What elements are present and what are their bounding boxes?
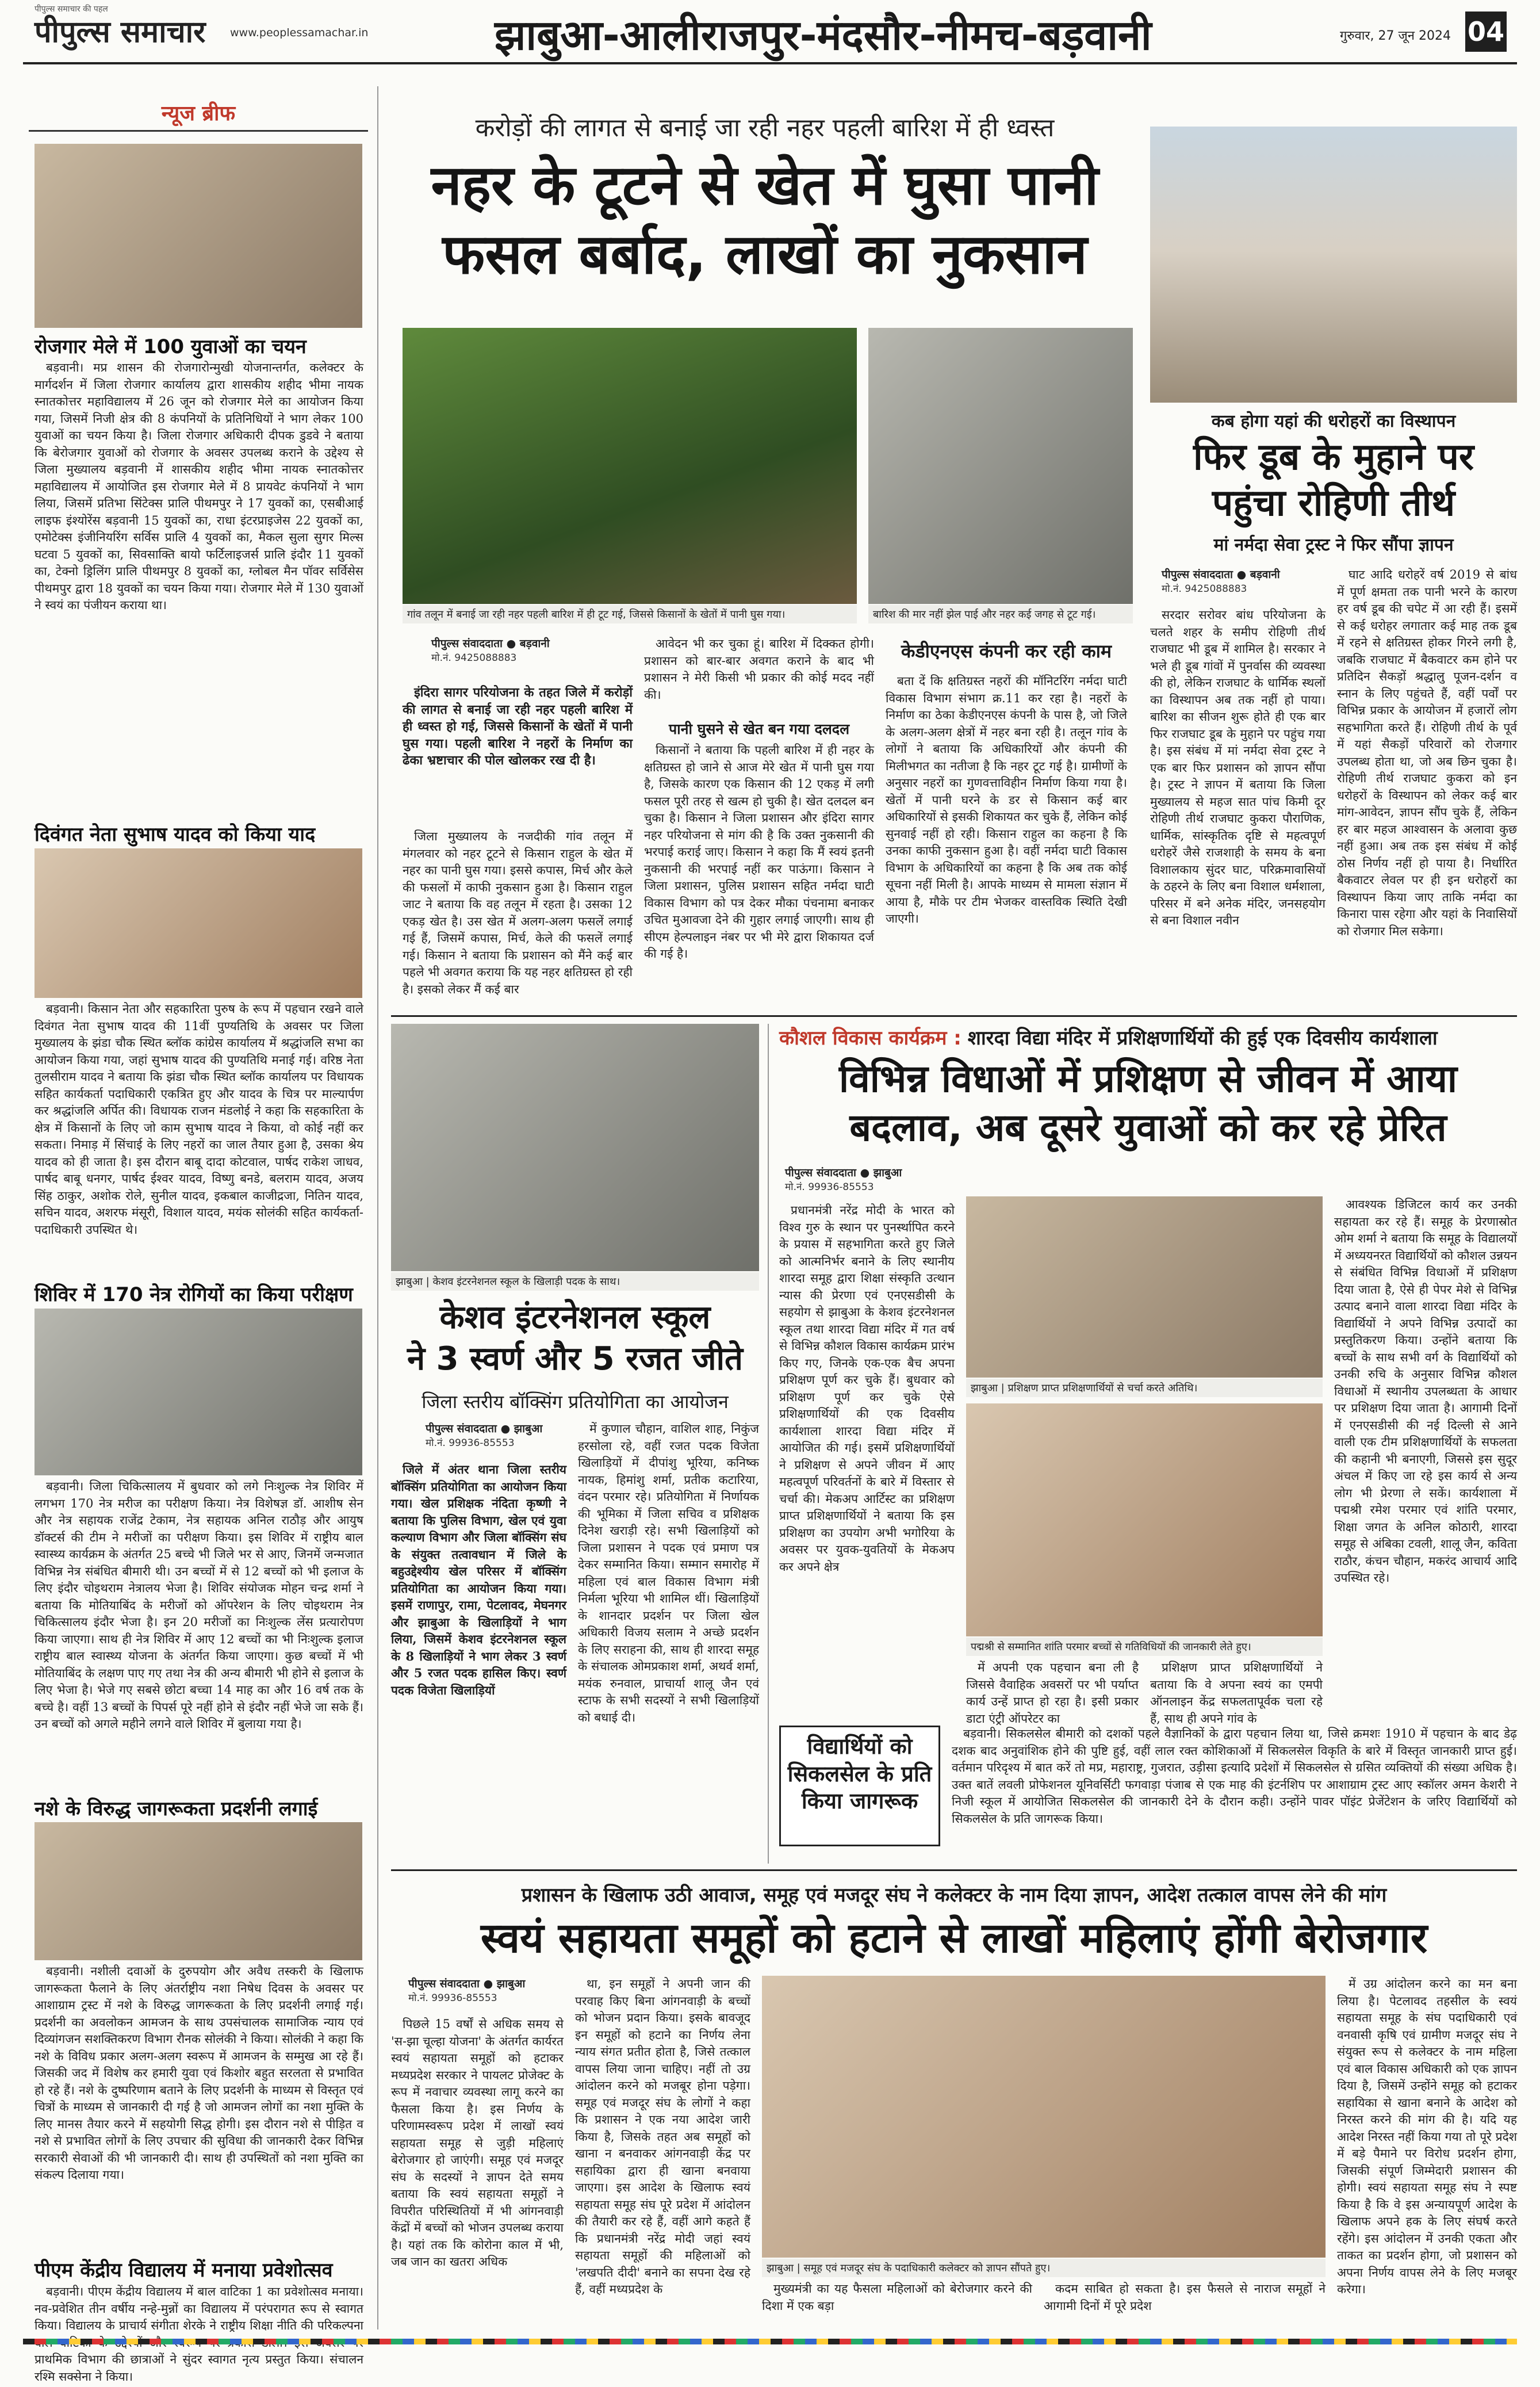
training-col-3: आवश्यक डिजिटल कार्य कर उनकी सहायता कर रहे हैं। समूह के प्रेरणास्रोत ओम शर्मा ने बताया कि समूह के विद्यालयों में अध्ययनरत विद्यार्थियों को कौशल उन्नयन से संबंधित विभिन्न विधाओं में प्रशिक्षण दिया जाता है, ऐसे ही पेपर मेशे से विभिन्न उत्पाद बनाने वाला शारदा विद्या मंदिर के विद्यार्थियों ने अपने विभिन्न उत्पादों का प्रस्तुतिकरण किया। उन्होंने बताया कि बच्चों के साथ सभी वर्ग के विद्यार्थियों को उनकी रुचि के अनुसार विभिन्न कौशल विधाओं में स्थानीय उपलब्धता के आधार पर प्रशिक्षण दिया जाता है। आगामी दिनों में एनएसडीसी की नई दिल्ली से आने वाली एक टीम प्रशिक्षणार्थियों के सफलता की कहानी भी बनाएगी, जिससे इस सुदूर अंचल में किए जा रहे इस कार्य से अन्य लोग भी प्रेरणा ले सकें। कार्यशाला में पद्मश्री रमेश परमार एवं शांति परमार, शिक्षा जगत के अनिल कोठारी, शारदा समूह से अंबिका टवली, शालू जैन, कविता राठौर, कंचन चौहान, मकरंद आचार्य आदि उपस्थित रहे। bbox=[1334, 1198, 1517, 1585]
training-kicker bbox=[779, 1024, 1517, 1050]
boxing-photo-caption: झाबुआ | केशव इंटरनेशनल स्कूल के खिलाड़ी पदक के साथ। bbox=[391, 1272, 759, 1291]
training-photo-2 bbox=[966, 1403, 1323, 1636]
canal-col-3-subhead: केडीएनएस कंपनी कर रही काम bbox=[901, 640, 1112, 662]
training-reporter: पीपुल्स संवाददाता bbox=[785, 1166, 856, 1179]
canal-col-2-subhead: पानी घुसने से खेत बन गया दलदल bbox=[668, 721, 850, 737]
rohini-city: बड़वानी bbox=[1250, 568, 1280, 581]
boxing-col-1: जिले में अंतर थाना जिला स्तरीय बॉक्सिंग प्रतियोगिता का आयोजन किया गया। खेल प्रशिक्षक नंदिता कृष्णी ने बताया कि पुलिस विभाग, खेल एवं युवा कल्याण विभाग और जिला बॉक्सिंग संघ के संयुक्त तत्वावधान में जिले के बहुउद्देश्यीय खेल परिसर में बॉक्सिंग प्रतियोगिता का आयोजन किया गया। इसमें राणापुर, रामा, पेटलावद, मेघनगर और झाबुआ के खिलाड़ियों ने भाग लिया, जिसमें केशव इंटरनेशनल स्कूल के 8 खिलाड़ियों ने भाग लेकर 3 स्वर्ण और 5 रजत पदक हासिल किए। स्वर्ण पदक विजेता खिलाड़ियों bbox=[391, 1462, 566, 1697]
boxing-city: झाबुआ bbox=[514, 1422, 543, 1435]
training-city: झाबुआ bbox=[873, 1166, 902, 1179]
rohini-col-2: घाट आदि धरोहरें वर्ष 2019 से बांध में पूर्ण क्षमता तक पानी भरने के कारण हर वर्ष डूब की चपेट में आ रही हैं। इसमें से कई धरोहर लगातार कई माह तक डूब में रहने से क्षतिग्रस्त होकर गिरने लगी है, जबकि राजघाट में बैकवाटर कम होने पर प्रतिदिन सैकड़ों श्रद्धालु पूजन-दर्शन व स्नान के लिए पहुंचते हैं, वहीं पर्वों पर विभिन्न प्रकार के आयोजन में हजारों लोग सहभागिता करते हैं। रोहिणी तीर्थ के पूर्व में यहां सैकड़ों परिवारों को रोजगार उपलब्ध होता था, जो अब छिन चुका है। रोहिणी तीर्थ राजघाट कुकरा को इन धरोहरों के विस्थापन को लेकर कई बार मांग-आवेदन, ज्ञापन सौंप चुके हैं, लेकिन हर बार महज आश्वासन के अलावा कुछ नहीं हुआ। अब तक इस संबंध में कोई ठोस निर्णय नहीं हो पाया है। निर्धारित बैकवाटर लेवल पर ही इन धरोहरों का विस्थापन किया जाए ताकि नर्मदा का किनारा पास रहेगा और यहां के निवासियों को रोजगार मिल सकेगा। bbox=[1337, 568, 1517, 938]
section-rule-bottom bbox=[391, 1869, 1517, 1871]
sickle-story bbox=[779, 1720, 1517, 1864]
boxing-story bbox=[391, 1024, 759, 1864]
canal-byline: पीपुल्स संवाददाता ● बड़वानी मो.नं. 9425088883 bbox=[431, 636, 621, 664]
boxing-photo bbox=[391, 1024, 759, 1271]
news-brief-label: न्यूज ब्रीफ bbox=[29, 98, 368, 132]
shg-col-4: कदम साबित हो सकता है। इस फैसले से नाराज समूहों ने आगामी दिनों में पूरे प्रदेश bbox=[1044, 2282, 1326, 2313]
sickle-box: विद्यार्थियों को सिकलसेल के प्रति किया जागरूक bbox=[779, 1726, 940, 1846]
shg-headline: स्वयं सहायता समूहों को हटाने से लाखों महिलाएं होंगी बेरोजगार bbox=[480, 1914, 1428, 1962]
boxing-mobile: मो.नं. 99936-85553 bbox=[426, 1437, 515, 1449]
canal-col-1: जिला मुख्यालय के नजदीकी गांव तलून में मंगलवार को नहर टूटने से किसान राहुल के खेत में नहर का पानी घुस गया। इससे कपास, मिर्च और केले की फसलों में काफी नुकसान हुआ है। किसान राहुल जाट ने बताया कि वह तलून में रहता है। उसका 12 एकड़ खेत है। उस खेत में अलग-अलग फसलें लगाई गई हैं, जिसमें कपास, मिर्च, केले की फसलें लगाई गई। किसान ने बताया कि प्रशासन को मैंने कई बार पहले भी अवगत कराया कि यह नहर क्षतिग्रस्त हो रही है। इसको लेकर मैं कई बार bbox=[403, 829, 633, 996]
training-headline-1: विभिन्न विधाओं में प्रशिक्षण से जीवन में आया bbox=[838, 1057, 1457, 1101]
footer-color-strip bbox=[23, 2339, 1517, 2344]
canal-city: बड़वानी bbox=[519, 637, 550, 650]
training-story bbox=[779, 1024, 1517, 1726]
rohini-photo bbox=[1150, 127, 1517, 403]
brief-body-4: बड़वानी। नशीली दवाओं के दुरुपयोग और अवैध तस्करी के खिलाफ जागरूकता फैलाने के लिए अंतर्राष्ट्रीय नशा निषेध दिवस के अवसर पर आशाग्राम ट्रस्ट में नशे के विरुद्ध जागरूकता के लिए प्रदर्शनी लगाई गई। प्रदर्शनी का अवलोकन आमजन के साथ उपसंचालक सामाजिक न्याय एवं दिव्यांगजन सशक्तिकरण विभाग रौनक सोलंकी ने किया। सोलंकी ने कहा कि नशे के विविध प्रकार अलग-अलग स्वरूप में आमजन के सम्मुख आ रहे हैं। जिसकी जद में विशेष कर हमारी युवा एवं किशोर बहुत सरलता से प्रभावित हो रहे हैं। नशे के दुष्परिणाम बताने के लिए प्रदर्शनी के माध्यम से विस्तृत एवं चित्रों के माध्यम से जानकारी दी गई है जो आमजन लोगों का नशा मुक्ति के लिए मानस तैयार करने में सहयोगी सिद्ध होगी। इस दौरान नशे से पीड़ित व नशे से प्रभावित लोगों के लिए उपचार की सुविधा की जानकारी देकर विभिन्न सरकारी सेवाओं की भी जानकारी दी। साथ ही उपस्थितों को नशा मुक्ति का संकल्प दिलाया गया। bbox=[35, 1964, 363, 2182]
exhibition-photo bbox=[35, 1822, 362, 1960]
paper-logo: पीपुल्स समाचार bbox=[35, 15, 206, 49]
canal-col-2b: किसानों ने बताया कि पहली बारिश में ही नहर के क्षतिग्रस्त हो जाने से आज मेरे खेत में पानी घुस गया है, जिसके कारण एक किसान की 12 एकड़ में लगी फसल पूरी तरह से खत्म हो चुकी है। खेत दलदल बन चुका है। किसान ने जिला प्रशासन और इंदिरा सागर नहर परियोजना से मांग की है कि उक्त नुकसानी की भरपाई कराई जाए। किसान ने कहा कि मैं स्वयं इतनी नुकसानी की भरपाई नहीं कर पाऊंगा। किसान ने जिला प्रशासन, पुलिस प्रशासन सहित नर्मदा घाटी विकास विभाग को पत्र देकर मौका पंचनामा बनाकर उचित मुआवजा देने की गुहार लगाई जाएगी। साथ ही सीएम हेल्पलाइन नंबर पर भी मेरे द्वारा शिकायत दर्ज की गई है। bbox=[644, 743, 874, 961]
rohini-subheadline: मां नर्मदा सेवा ट्रस्ट ने फिर सौंपा ज्ञापन bbox=[1213, 535, 1454, 555]
shg-story bbox=[391, 1875, 1517, 2329]
brief-title-1: रोजगार मेले में 100 युवाओं का चयन bbox=[35, 335, 307, 358]
shg-col-1: पिछले 15 वर्षों से अधिक समय से 'स-झा चूल्हा योजना' के अंतर्गत कार्यरत स्वयं सहायता समूहों को हटाकर मध्यप्रदेश सरकार ने पायलट प्रोजेक्ट के रूप में नवाचार व्यवस्था लागू करने का फैसला किया है। इस निर्णय के परिणामस्वरूप प्रदेश में लाखों स्वयं सहायता समूह से जुड़ी महिलाएं बेरोजगार हो जाएंगी। समूह एवं मजदूर संघ के सदस्यों ने ज्ञापन देते समय बताया कि स्वयं सहायता समूहों ने विपरीत परिस्थितियों में भी आंगनवाड़ी केंद्रों में बच्चों को भोजन उपलब्ध कराया है। यहां तक कि कोरोना काल में भी, जब जान का खतरा अधिक bbox=[391, 2017, 564, 2269]
brief-body-5: बड़वानी। पीएम केंद्रीय विद्यालय में बाल वाटिका 1 का प्रवेशोत्सव मनाया। नव-प्रवेशित तीन वर्षीय नन्हे-मुन्नों का विद्यालय में परंपरागत रूप से स्वागत किया। विद्यालय के प्राचार्य संगीता शेरके ने राष्ट्रीय शिक्षा नीति की परिकल्पना प्राथमिक विभाग की छात्राओं ने सुंदर स्वागत नृत्य प्रस्तुत किया। संचालन रश्मि सक्सेना ने किया। bbox=[35, 2285, 363, 2384]
canal-headline-1: नहर के टूटने से खेत में घुसा पानी bbox=[431, 153, 1099, 217]
rohini-kicker: कब होगा यहां की धरोहरों का विस्थापन bbox=[1211, 411, 1456, 431]
canal-headline-2: फसल बर्बाद, लाखों का नुकसान bbox=[442, 222, 1087, 286]
training-photo-2-caption: पद्मश्री से सम्मानित शांति परमार बच्चों से गतिविधियों की जानकारी लेते हुए। bbox=[966, 1638, 1323, 1656]
page-number: 04 bbox=[1465, 12, 1507, 52]
rohini-byline: पीपुल्स संवाददाता ● बड़वानी मो.नं. 9425088883 bbox=[1162, 567, 1334, 595]
canal-photo-1 bbox=[403, 328, 857, 604]
training-col-1: प्रधानमंत्री नरेंद्र मोदी के भारत को विश्व गुरु के स्थान पर पुनर्स्थापित करने के प्रयास में सहभागिता करते हुए जिले को आत्मनिर्भर बनाने के लिए स्थानीय शारदा समूह द्वारा शिक्षा संस्कृति उत्थान न्यास की प्रेरणा एवं एनएसडीसी के सहयोग से झाबुआ के केशव इंटरनेशनल स्कूल तथा शारदा विद्या मंदिर में गत वर्ष से विभिन्न कौशल विकास कार्यक्रम प्रारंभ किए गए, जिनके एक-एक बैच अपना प्रशिक्षण पूर्ण कर चुके हैं। बुधवार को प्रशिक्षण पूर्ण कर चुके ऐसे प्रशिक्षणार्थियों की एक दिवसीय कार्यशाला शारदा विद्या मंदिर में आयोजित की गई। इसमें प्रशिक्षणार्थियों ने प्रशिक्षण से अपने जीवन में आए महत्वपूर्ण परिवर्तनों के बारे में विस्तार से चर्चा की। मेकअप आर्टिस्ट का प्रशिक्षण प्राप्त प्रशिक्षणार्थियों ने बताया कि इस प्रशिक्षण का उपयोग अभी भगोरिया के अवसर पर युवक-युवतियों के मेकअप कर अपने क्षेत्र bbox=[779, 1203, 955, 1574]
canal-story bbox=[391, 86, 1139, 1007]
boxing-byline: पीपुल्स संवाददाता ● झाबुआ मो.नं. 99936-85553 bbox=[426, 1421, 598, 1449]
training-mobile: मो.नं. 99936-85553 bbox=[785, 1181, 874, 1193]
boxing-reporter: पीपुल्स संवाददाता bbox=[426, 1422, 497, 1435]
canal-col-2a: आवेदन भी कर चुका हूं। बारिश में दिक्कत होगी। प्रशासन को बार-बार अवगत कराने के बाद भी प्रशासन ने मेरी किसी भी प्रकार की कोई मदद नहीं की। bbox=[644, 637, 874, 702]
canal-photo-2-caption: बारिश की मार नहीं झेल पाई और नहर कई जगह से टूट गई। bbox=[868, 605, 1133, 623]
training-photo-1-caption: झाबुआ | प्रशिक्षण प्राप्त प्रशिक्षणार्थियों से चर्चा करते अतिथि। bbox=[966, 1379, 1323, 1397]
masthead bbox=[0, 0, 1540, 68]
left-column-divider bbox=[377, 86, 378, 2329]
canal-col-3: बता दें कि क्षतिग्रस्त नहरों की मॉनिटरिंग नर्मदा घाटी विकास विभाग संभाग क्र.11 कर रहा है। नहरों के निर्माण का ठेका केडीएनएस कंपनी के पास है, जो जिले के अलग-अलग क्षेत्रों में नहर बना रही है। तलून गांव के लोगों ने बताया कि अधिकारियों और कंपनी की मिलीभगत का नतीजा है कि नहर टूट गई है। ग्रामीणों के अनुसार नहरों का गुणवत्ताविहीन निर्माण किया गया है। खेतों में पानी घरने के डर से किसान कई बार अधिकारियों से इसकी शिकायत कर चुके हैं, लेकिन कोई सुनवाई नहीं हो रही। किसान राहुल का कहना है कि उनका काफी नुकसान हुआ है। वहीं नर्मदा घाटी विकास विभाग के अधिकारियों का कहना है कि अब तक कोई सूचना नहीं मिली है। आपके माध्यम से मामला संज्ञान में आया है, मौके पर टीम भेजकर वास्तविक स्थिति देखी जाएगी। bbox=[886, 674, 1127, 925]
eye-camp-photo bbox=[35, 1309, 362, 1475]
shg-photo bbox=[762, 1976, 1326, 2258]
training-headline-2: बदलाव, अब दूसरे युवाओं को कर रहे प्रेरित bbox=[849, 1105, 1447, 1150]
canal-lead: इंदिरा सागर परियोजना के तहत जिले में करोड़ों की लागत से बनाई जा रही नहर पहली बारिश में ही ध्वस्त हो गई, जिससे किसानों के खेतों में पानी घुस गया। पहली बारिश ने नहरों के निर्माण का ढेका भ्रष्टाचार की पोल खोलकर रख दी है। bbox=[403, 685, 633, 768]
training-photo-1 bbox=[966, 1196, 1323, 1378]
rohini-story bbox=[1150, 86, 1517, 1007]
brief-title-2: दिवंगत नेता सुभाष यादव को किया याद bbox=[35, 823, 316, 846]
training-col-4: प्रशिक्षण प्राप्त प्रशिक्षणार्थियों ने बताया कि वे अपना स्वयं का एमपी ऑनलाइन केंद्र सफलतापूर्वक चला रहे हैं, साथ ही अपने गांव के bbox=[1150, 1661, 1323, 1726]
masthead-rule bbox=[23, 62, 1517, 64]
boxing-col-2: में कुणाल चौहान, वाशिल शाह, निकुंज हरसोला रहे, वहीं रजत पदक विजेता खिलाड़ियों में दीपांशु भूरिया, कनिष्क नायक, हिमांशु शर्मा, प्रतीक कटारिया, वंदन परमार रहे। प्रतियोगिता में निर्णायक की भूमिका में जिला सचिव व प्रशिक्षक दिनेश खराड़ी रहे। सभी खिलाड़ियों को जिला प्रशासन ने पदक एवं प्रमाण पत्र देकर सम्मानित किया। सम्मान समारोह में महिला एवं बाल विकास विभाग मंत्री निर्मला भूरिया भी शामिल थीं। खिलाड़ियों के शानदार प्रदर्शन पर जिला खेल अधिकारी विजय सलाम ने अच्छे प्रदर्शन के लिए सराहना की, साथ ही शारदा समूह के संचालक ओमप्रकाश शर्मा, अथर्व शर्मा, मयंक रुनवाल, प्राचार्या शालू जैन एवं स्टाफ के सभी सदस्यों ने सभी खिलाड़ियों को बधाई दी। bbox=[578, 1422, 759, 1724]
canal-photo-1-caption: गांव तलून में बनाई जा रही नहर पहली बारिश में ही टूट गई, जिससे किसानों के खेतों में पानी घुस गया। bbox=[403, 605, 857, 623]
training-byline: पीपुल्स संवाददाता ● झाबुआ मो.नं. 99936-85553 bbox=[785, 1165, 975, 1193]
training-kicker-label: कौशल विकास कार्यक्रम : bbox=[779, 1027, 961, 1050]
rohini-mobile: मो.नं. 9425088883 bbox=[1162, 583, 1247, 595]
shg-mobile: मो.नं. 99936-85553 bbox=[408, 1992, 497, 2004]
canal-kicker: करोड़ों की लागत से बनाई जा रही नहर पहली बारिश में ही ध्वस्त bbox=[475, 113, 1055, 143]
canal-mobile: मो.नं. 9425088883 bbox=[431, 652, 517, 664]
section-rule-top bbox=[391, 1015, 1517, 1017]
shg-kicker: प्रशासन के खिलाफ उठी आवाज, समूह एवं मजदूर संघ ने कलेक्टर के नाम दिया ज्ञापन, आदेश तत्काल वापस लेने की मांग bbox=[521, 1884, 1387, 1907]
paper-tagline: पीपुल्स समाचार की पहल bbox=[35, 5, 108, 14]
boxing-headline-1: केशव इंटरनेशनल स्कूल bbox=[439, 1299, 711, 1336]
boxing-headline-2: ने 3 स्वर्ण और 5 रजत जीते bbox=[407, 1340, 743, 1378]
sickle-body: बड़वानी। सिकलसेल बीमारी को दशकों पहले वैज्ञानिकों के द्वारा पहचान लिया था, जिसे क्रमशः 1910 में पहचान के बाद डेढ़ दशक बाद अनुवांशिक होने की पुष्टि हुई, वहीं लाल रक्त कोशिकाओं में सिकलसेल विकृति के बारे में विस्तृत जानकारी प्राप्त हुई। वर्तमान परिदृश्य में बात करें तो मप्र, महाराष्ट्र, गुजरात, उड़ीसा इत्यादि प्रदेशों में सिकलसेल से ग्रसित व्यक्तियों की संख्या अधिक है। उक्त बातें लवली प्रोफेशनल यूनिवर्सिटी फगवाड़ा पंजाब से एक माह की इंटर्नशिप पर आशाग्राम ट्रस्ट आए स्कॉलर अमन केशरी ने निजी स्कूल में आयोजित सिकलसेल की जानकारी देने के दौरान कही। उन्होंने पावर पॉइंट प्रेजेंटेशन के जरिए विद्यार्थियों को सिकलसेल के प्रति जागरूक किया। bbox=[952, 1727, 1517, 1826]
website-url: www.peoplessamachar.in bbox=[230, 26, 369, 39]
job-fair-photo bbox=[35, 144, 362, 328]
shg-photo-caption: झाबुआ | समूह एवं मजदूर संघ के पदाधिकारी कलेक्टर को ज्ञापन सौंपते हुए। bbox=[762, 2259, 1326, 2277]
region-title: झाबुआ-आलीराजपुर-मंदसौर-नीमच-बड़वानी bbox=[495, 11, 1152, 59]
brief-title-5: पीएम केंद्रीय विद्यालय में मनाया प्रवेशोत्सव bbox=[35, 2259, 333, 2282]
training-kicker-text: शारदा विद्या मंदिर में प्रशिक्षणार्थियों की हुई एक दिवसीय कार्यशाला bbox=[967, 1027, 1438, 1050]
news-brief-section bbox=[29, 98, 368, 2384]
shg-col-2: था, इन समूहों ने अपनी जान की परवाह किए बिना आंगनवाड़ी के बच्चों को भोजन प्रदान किया। इसके बावजूद इन समूहों को हटाने का निर्णय लेना न्याय संगत प्रतीत होता है, जिसे तत्काल वापस लिया जाना चाहिए। नहीं तो उग्र आंदोलन करने को मजबूर होना पड़ेगा। समूह एवं मजदूर संघ के लोगों ने कहा कि प्रशासन ने एक नया आदेश जारी किया है, जिसके तहत अब समूहों को खाना न बनवाकर आंगनवाड़ी केंद्र पर सहायिका द्वारा ही खाना बनवाया जाएगा। इस आदेश के खिलाफ स्वयं सहायता समूह संघ पूरे प्रदेश में आंदोलन की तैयारी कर रहे हैं, वहीं आगे कहते हैं कि प्रधानमंत्री नरेंद्र मोदी जहां स्वयं सहायता समूहों की महिलाओं को 'लखपति दीदी' बनाने का सपना देख रहे हैं, वहीं मध्यप्रदेश के bbox=[575, 1977, 750, 2296]
rohini-col-1: सरदार सरोवर बांध परियोजना के चलते शहर के समीप रोहिणी तीर्थ राजघाट भी डूब में शामिल है। सरकार ने भले ही डूब गांवों में पुनर्वास की व्यवस्था की हो, लेकिन राजघाट के धार्मिक स्थलों का विस्थापन अब तक नहीं हो पाया। बारिश का सीजन शुरू होते ही एक बार फिर राजघाट डूब के मुहाने पर पहुंच गया है। इस संबंध में मां नर्मदा सेवा ट्रस्ट ने एक बार फिर प्रशासन को ज्ञापन सौंपा है। ट्रस्ट ने ज्ञापन में बताया कि जिला मुख्यालय से महज सात पांच किमी दूर रोहिणी तीर्थ राजघाट कुकरा पौराणिक, धार्मिक, सांस्कृतिक दृष्टि से महत्वपूर्ण धरोहरें जैसे राजशाही के समय के बना विशालकाय सुंदर घाट, परिक्रमावासियों के ठहरने के लिए बना विशाल धर्मशाला, परिसर में बने अनेक मंदिर, जनसहयोग से बना विशाल नवीन bbox=[1150, 608, 1326, 927]
shg-reporter: पीपुल्स संवाददाता bbox=[408, 1977, 480, 1990]
shg-col-3: मुख्यमंत्री का यह फैसला महिलाओं को बेरोजगार करने की दिशा में एक बड़ा bbox=[762, 2282, 1032, 2313]
brief-title-4: नशे के विरुद्ध जागरूकता प्रदर्शनी लगाई bbox=[35, 1797, 318, 1820]
tribute-photo bbox=[35, 848, 362, 998]
brief-title-3: शिविर में 170 नेत्र रोगियों का किया परीक्षण bbox=[35, 1283, 353, 1306]
boxing-divider bbox=[768, 1024, 769, 1864]
training-col-2: में अपनी एक पहचान बना ली है जिससे वैवाहिक अवसरों पर भी पर्याप्त कार्य उन्हें प्राप्त हो रहा है। इसी प्रकार डाटा एंट्री ऑपरेटर का bbox=[966, 1661, 1139, 1726]
rohini-headline-2: पहुंचा रोहिणी तीर्थ bbox=[1212, 482, 1455, 525]
rohini-reporter: पीपुल्स संवाददाता bbox=[1162, 568, 1233, 581]
canal-photo-2 bbox=[868, 328, 1133, 604]
issue-date: गुरुवार, 27 जून 2024 bbox=[1340, 29, 1451, 43]
brief-body-2: बड़वानी। किसान नेता और सहकारिता पुरुष के रूप में पहचान रखने वाले दिवंगत नेता सुभाष यादव की 11वीं पुण्यतिथि के अवसर पर जिला मुख्यालय के झंडा चौक स्थित ब्लॉक कांग्रेस कार्यालय में श्रद्धांजलि सभा का आयोजन किया गया, जहां सुभाष यादव की पुण्यतिथि मनाई गई। वरिष्ठ नेता तुलसीराम यादव ने बताया कि झंडा चौक स्थित ब्लॉक कार्यालय पर विधायक सहित कार्यकर्ता पदाधिकारी एकत्रित हुए और यादव के चित्र पर माल्यार्पण कर श्रद्धांजलि अर्पित की। विधायक राजन मंडलोई ने कहा कि सहकारिता के क्षेत्र में किसानों के लिए जो काम सुभाष यादव ने किया, वो कोई नहीं कर सकता। निमाड़ में सिंचाई के लिए नहरों का जाल तैयार हुआ है, उसका श्रेय यादव को ही जाता है। इस दौरान बाबू दादा कोटवाल, पार्षद राकेश जाधव, पार्षद बाबू धनगर, पार्षद ईश्वर यादव, विष्णु बनडे, बलराम यादव, अजय सिंह ठाकुर, अशोक रोले, सुनील यादव, इकबाल काजीद्रजा, नितिन यादव, सचिन यादव, अशरफ मंसूरी, विशाल यादव, मयंक सोलंकी सहित कार्यकर्ता-पदाधिकारी उपस्थित थे। bbox=[35, 1002, 363, 1237]
boxing-subheadline: जिला स्तरीय बॉक्सिंग प्रतियोगिता का आयोजन bbox=[422, 1391, 729, 1413]
rohini-headline-1: फिर डूब के मुहाने पर bbox=[1193, 436, 1474, 479]
shg-col-5: में उग्र आंदोलन करने का मन बना लिया है। पेटलावद तहसील के स्वयं सहायता समूह के संघ पदाधिकारी एवं वनवासी कृषि एवं ग्रामीण मजदूर संघ ने संयुक्त रूप से कलेक्टर के नाम महिला एवं बाल विकास अधिकारी को एक ज्ञापन दिया है, जिसमें उन्होंने समूह को हटाकर सहायिका से खाना बनाने के आदेश को निरस्त करने की मांग की है। यदि यह आदेश निरस्त नहीं किया गया तो पूरे प्रदेश में बड़े पैमाने पर विरोध प्रदर्शन होगा, जिसकी संपूर्ण जिम्मेदारी प्रशासन की होगी। स्वयं सहायता समूह संघ ने स्पष्ट किया है कि वे इस अन्यायपूर्ण आदेश के खिलाफ अपने हक के लिए संघर्ष करते रहेंगे। इस आंदोलन में उनकी एकता और ताकत का प्रदर्शन होगा, जो प्रशासन को अपना निर्णय वापस लेने के लिए मजबूर करेगा। bbox=[1337, 1977, 1517, 2296]
brief-body-3: बड़वानी। जिला चिकित्सालय में बुधवार को लगे निःशुल्क नेत्र शिविर में लगभग 170 नेत्र मरीज का परीक्षण किया। नेत्र विशेषज्ञ डॉ. आशीष सेन और नेत्र सहायक राजेंद्र टेकाम, नेत्र सहायक अनिल राठौड़ और आयुष डॉक्टर्स की टीम ने मरीजों का परीक्षण किया। इस शिविर में राष्ट्रीय बाल स्वास्थ्य कार्यक्रम के अंतर्गत 25 बच्चे भी जिले भर से आए, जिनमें जन्मजात विभिन्न नेत्र संबंधित बीमारी थी। उन बच्चों में से 12 बच्चों को भी इलाज के लिए इंदौर चोइथराम नेत्रालय भेजा है। शिविर संयोजक मोहन चन्द्र शर्मा ने बताया कि मोतियाबिंद के मरीजों को ऑपरेशन के लिए चोइथराम नेत्र चिकित्सालय इंदौर भेजा है। इन 20 मरीजों का निःशुल्क लेंस प्रत्यारोपण किया जाएगा। साथ ही नेत्र शिविर में आए 12 बच्चों का भी निःशुल्क इलाज राष्ट्रीय बाल स्वास्थ्य योजना के अंतर्गत किया जाएगा। कुछ बच्चों में भी मोतियाबिंद के लक्षण पाए गए तथा नेत्र की अन्य बीमारी भी होने से इलाज के लिए भेजा है। भेजे गए सबसे छोटा बच्चा 14 माह का और 16 वर्ष तक के बच्चे है। वहीं 13 बच्चों के पिपर्स पूरे नहीं होने से इंदौर नहीं भेजे जा सके हैं। उन बच्चों को अगले महीने लगने वाले शिविर में बुलाया गया है। bbox=[35, 1479, 363, 1731]
canal-reporter: पीपुल्स संवाददाता bbox=[431, 637, 503, 650]
shg-city: झाबुआ bbox=[496, 1977, 526, 1990]
shg-byline: पीपुल्स संवाददाता ● झाबुआ मो.नं. 99936-85553 bbox=[408, 1976, 581, 2004]
brief-body-1: बड़वानी। मप्र शासन की रोजगारोन्मुखी योजनान्तर्गत, कलेक्टर के मार्गदर्शन में जिला रोजगार कार्यालय द्वारा शासकीय शहीद भीमा नायक स्नातकोत्तर महाविद्यालय में 26 जून को रोजगार मेले का आयोजन किया गया, जिसमें निजी क्षेत्र की 8 कंपनियों के प्रतिनिधियों ने भाग लेकर 100 युवाओं का चयन किया है। जिला रोजगार अधिकारी दीपक डुडवे ने बताया कि बेरोजगार युवाओं को रोजगार के अवसर उपलब्ध कराने के उद्देश्य से जिला मुख्यालय बड़वानी में शासकीय शहीद भीमा नायक स्नातकोत्तर महाविद्यालय में आयोजित इस रोजगार मेले में 8 प्रायवेट कंपनियों ने भाग लिया, जिसमें प्रतिभा सिंटेक्स प्रालि पीथमपुर ने 17 युवकों का, एसबीआई लाइफ इंश्योरेंस बड़वानी 15 युवकों का, राधा इंटरप्राइजेस 22 युवकों का, एमोटेक्स इंजीनियरिंग सर्विस प्रालि 4 युवकों का, मैकल सुला सुगर मिल्स घटवा 5 युवकों का, सिवसाक्ति बायो फर्टिलाइजर्स प्रालि इंदौर 11 युवकों का, टेक्नो ड्रिलिंग प्रालि पीथमपुर 8 युवकों का, ग्लोबल मैन पॉवर सर्विसेस पीथमपुर द्वारा 18 युवकों का चयन किया गया। रोजगार मेले में 130 युवाओं ने स्वयं का पंजीयन कराया था। bbox=[35, 361, 363, 612]
